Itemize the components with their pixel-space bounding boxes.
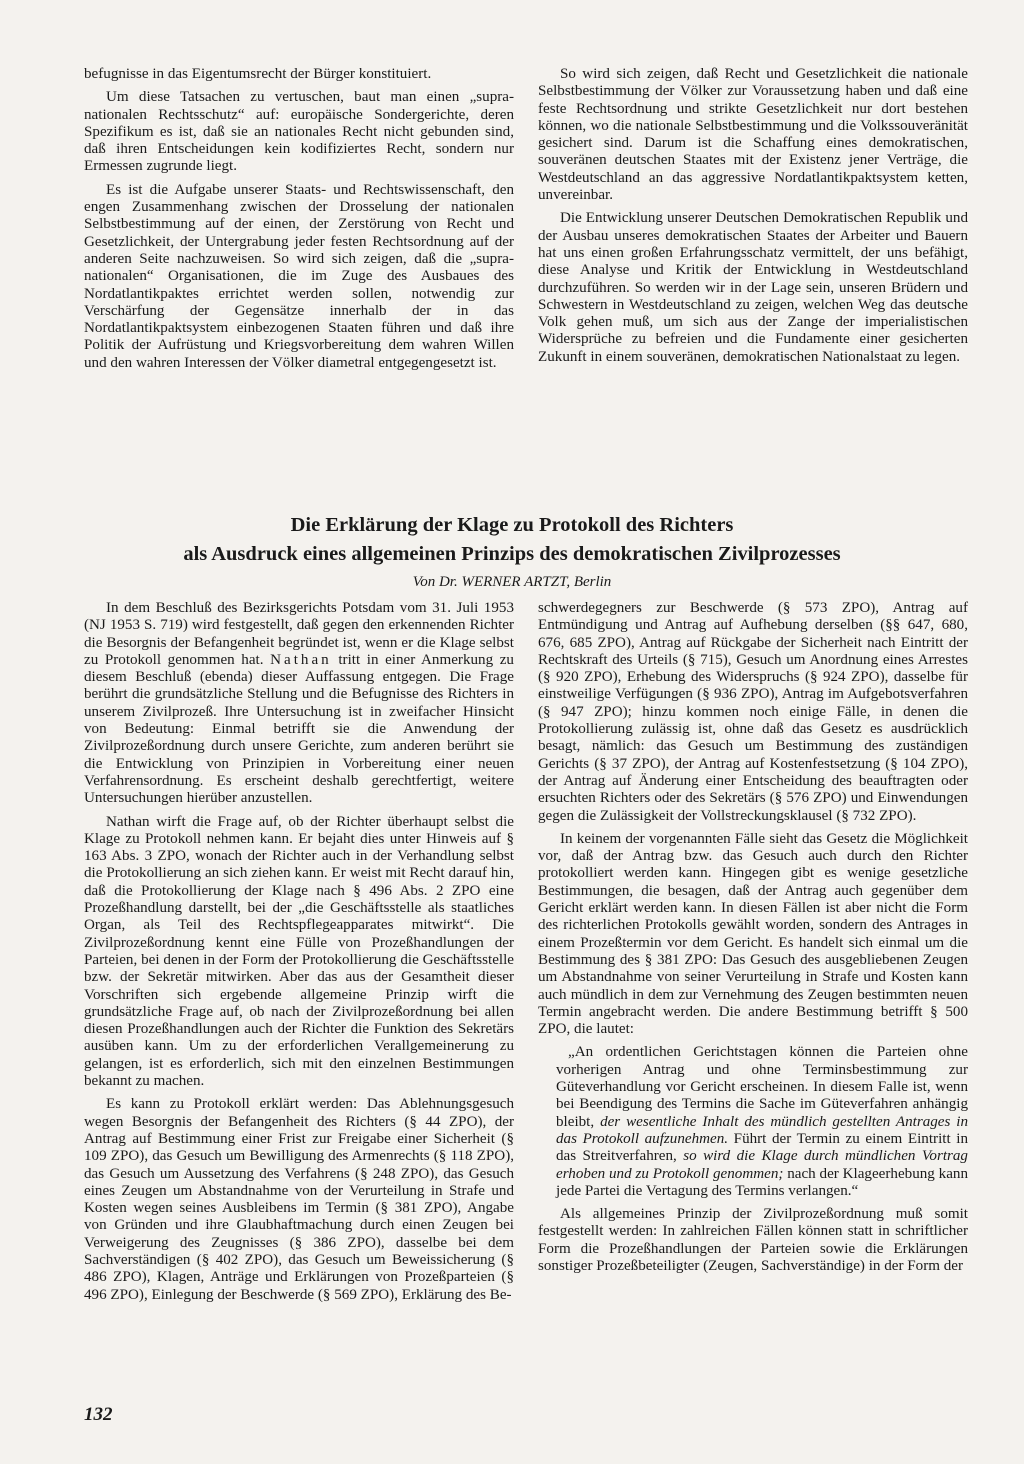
article-title-line-2: als Ausdruck eines allgemeinen Prinzips des demokratischen Zivilprozesses — [183, 543, 841, 565]
top-right-column — [538, 66, 968, 372]
paragraph: Um diese Tatsachen zu vertuschen, baut man einen „supra-nationalen Rechtsschutz“ auf: europäische Sondergerichte, deren Spezifikum es ist, daß sie an nationales Recht nicht gebunden sind, daß ihren Entscheidungen kein kodifiziertes Recht, sondern nur Ermessen zugrunde liegt. — [84, 89, 514, 175]
text-run: tritt in einer Anmerkung zu diesem Beschluß (ebenda) dieser Auffassung entgegen. Die Frage berührt die grundsätzliche Stellung und die Befugnisse des Richters in unserem Zivilprozeß. Ihre Untersuchung ist in zweifacher Hinsicht von Bedeutung: Einmal betrifft sie die Anwendung der Zivilprozeßordnung durch unsere Gerichte, zum anderen berührt sie die Entwicklung von Prinzipien in Vorbereitung einer neuen Verfahrensordnung. Es erscheint deshalb gerechtfertigt, weitere Untersuchungen hierüber anzustellen. — [84, 651, 514, 807]
paragraph: Die Entwicklung unserer Deutschen Demokratischen Republik und der Ausbau unseres demokratischen Staates der Arbeiter und Bauern hat uns einen großen Erfahrungsschatz vermittelt, der uns befähigt, diese Analyse und Kritik der Entwicklung in Westdeutschland durchzuführen. So werden wir in der Lage sein, unseren Brüdern und Schwestern in Westdeutschland zu zeigen, welchen Weg das deutsche Volk gehen muß, um sich aus der Zange der imperialistischen Widersprüche zu befreien und die Fundamente einer gesicherten Zukunft in einem souveränen, demokratischen Nationalstaat zu legen. — [538, 210, 968, 365]
spaced-name: Nathan — [270, 651, 332, 668]
paragraph: Als allgemeines Prinzip der Zivilprozeßordnung muß somit festgestellt werden: In zahlreichen Fällen können statt in schriftlicher Form die Prozeßhandlungen der Parteien sowie die Erklärungen sonstiger Prozeßbeteiligter (Zeugen, Sachverständige) in der Form der — [538, 1206, 968, 1274]
italic-run: der wesentliche Inhalt des mündlich gestellten Antrages in das Protokoll aufzunehmen. — [556, 1113, 969, 1147]
paragraph: Nathan wirft die Frage auf, ob der Richter überhaupt selbst die Klage zu Protokoll nehmen kann. Er bejaht dies unter Hinweis auf § 163 Abs. 3 ZPO, wonach der Richter auch in der Verhandlung selbst die Protokollierung an sich ziehen kann. Er weist mit Recht darauf hin, daß die Protokollierung der Klage nach § 496 Abs. 2 ZPO eine Prozeßhandlung darstellt, bei der „die Geschäftsstelle als staatliches Organ, als Teil des Rechtspflegeapparates mitwirkt“. Die Zivilprozeßordnung kennt eine Fülle von Prozeßhandlungen der Parteien, bei denen in der Form der Protokollierung die Geschäftsstelle bzw. der Sekretär mitwirken. Aber das aus der Gesamtheit dieser Vorschriften sich ergebende allgemeine Prinzip wirft die grundsätzliche Frage auf, ob nach der Zivilprozeßordnung bei allen diesen Prozeßhandlungen auch der Richter die Funktion des Sekretärs ausüben kann. Um zu der erforderlichen Verallgemeinerung zu gelangen, ist es erforderlich, sich mit den einzelnen Bestimmungen bekannt zu machen. — [84, 813, 514, 1090]
paragraph: befugnisse in das Eigentumsrecht der Bürger konstituiert. — [84, 66, 432, 82]
paragraph: schwerdegegners zur Beschwerde (§ 573 ZPO), Antrag auf Entmündigung und Antrag auf Aufhebung derselben (§§ 647, 680, 676, 685 ZPO), Antrag auf Rückgabe der Sicherheit nach Eintritt der Rechtskraft des Urteils (§ 715), Gesuch um Anordnung eines Arrestes (§ 920 ZPO), Erhebung des Widerspruchs (§ 924 ZPO), dasselbe für einstweilige Verfügungen (§ 936 ZPO), Antrag im Aufgebotsverfahren (§ 947 ZPO); hinzu kommen noch einige Fälle, in denen die Protokollierung zulässig ist, ohne daß das Gesetz es ausdrücklich besagt, nämlich: das Gesuch um Bestimmung des zuständigen Gerichts (§ 37 ZPO), der Antrag auf Kostenfestsetzung (§ 104 ZPO), der Antrag auf Änderung einer Entscheidung des beauftragten oder ersuchten Richters oder des Sekretärs (§ 576 ZPO) und Einwendungen gegen die Zulässigkeit der Vollstreckungsklausel (§ 732 ZPO). — [538, 600, 968, 824]
block-quote — [556, 1044, 968, 1200]
text-run: In dem Beschluß des Bezirksgerichts Potsdam vom 31. Juli 1953 (NJ 1953 S. 719) wird festgestellt, daß gegen den erkennenden Richter die Besorgnis der Befangenheit begründet ist, wenn er die Klage selbst zu Protokoll genommen hat. — [84, 600, 514, 668]
text-run: nach der Klageerhebung kann jede Partei die Vertagung des Termins verlangen.“ — [556, 1165, 968, 1199]
top-left-column — [84, 66, 514, 378]
text-run: Führt der Termin zu einem Eintritt in das Streitverfahren, — [556, 1130, 968, 1165]
author-byline: Von Dr. WERNER ARTZT, Berlin — [412, 574, 612, 590]
paragraph: Es kann zu Protokoll erklärt werden: Das Ablehnungsgesuch wegen Besorgnis der Befangenheit des Richters (§ 44 ZPO), der Antrag auf Bestimmung einer Frist zur Freigabe einer Sicherheit (§ 109 ZPO), das Gesuch um Bewilligung des Armenrechts (§ 118 ZPO), das Gesuch um Aussetzung des Verfahrens (§ 248 ZPO), das Gesuch eines Zeugen um Abstandnahme von der Verurteilung in Strafe und Kosten wegen seines Ausbleibens im Termin (§ 381 ZPO), Angabe von Gründen und ihre Glaubhaftmachung durch einen Zeugen bei Verweigerung des Zeugnisses (§ 386 ZPO), dasselbe bei dem Sachverständigen (§ 402 ZPO), das Gesuch um Beweissicherung (§ 486 ZPO), Klagen, Anträge und Erklärungen von Prozeßparteien (§ 496 ZPO), Einlegung der Beschwerde (§ 569 ZPO), Erklärung des Be- — [84, 1096, 514, 1303]
page-number: 132 — [84, 1404, 113, 1425]
article-right-column — [538, 600, 968, 1428]
paragraph: In keinem der vorgenannten Fälle sieht das Gesetz die Möglichkeit vor, daß der Antrag bzw. das Gesuch auch durch den Richter protokolliert werden kann. Hingegen gibt es wenige gesetzliche Bestimmungen, die besagen, daß der Antrag auch gegenüber dem Gericht erklärt werden kann. In diesen Fällen ist aber nicht die Form des richterlichen Protokolls gewählt worden, sondern des Antrages in einem Prozeßtermin vor dem Gericht. Es handelt sich einmal um die Bestimmung des § 381 ZPO: Das Gesuch des ausgebliebenen Zeugen um Abstandnahme von seiner Verurteilung in Strafe und Kosten kann auch mündlich in dem zur Vernehmung des Zeugen bestimmten neuen Termin angebracht werden. Die andere Bestimmung betrifft § 500 ZPO, die lautet: — [538, 830, 968, 1038]
paragraph: So wird sich zeigen, daß Recht und Gesetzlichkeit die nationale Selbstbestimmung der Völker zur Voraussetzung haben und daß eine feste Rechtsordnung und strikte Gesetzlichkeit nur dort bestehen können, wo die nationale Selbstbestimmung und die Volkssouveränität gesichert sind. Darum ist die Schaffung eines demokratischen, souveränen deutschen Staates mit der Existenz jener Verträge, die Westdeutschland an das aggressive Nordatlantikpaktsystem ketten, unvereinbar. — [538, 66, 968, 204]
paragraph — [84, 600, 514, 808]
article-left-column — [84, 600, 514, 1428]
italic-run: so wird die Klage durch mündlichen Vortrag erhoben und zu Protokoll genommen; — [556, 1148, 968, 1182]
text-run: „An ordentlichen Gerichtstagen können die Parteien ohne vorherigen Antrag und ohne Terminsbestimmung zur Güteverhandlung vor Gericht erscheinen. In diesem Falle ist, wenn bei Beendigung des Termins die Sache im Güteverfahren anhängig bleibt, — [556, 1044, 968, 1130]
article-title-line-1: Die Erklärung der Klage zu Protokoll des Richters — [290, 514, 734, 536]
paragraph: Es ist die Aufgabe unserer Staats- und Rechtswissenschaft, den engen Zusammenhang zwischen der Drosselung der nationalen Selbstbestimmung auf der einen, der Zerstörung von Recht und Gesetzlichkeit, der Untergrabung jeder festen Rechtsordnung auf der anderen Seite nachzuweisen. So wird sich zeigen, daß die „supra-nationalen“ Organisationen, die im Zuge des Ausbaues des Nordatlantikpaktes errichtet werden sollen, notwendig zur Verschärfung der Gegensätze innerhalb der in das Nordatlantikpaktsystem einbezogenen Staaten führen und daß ihre Politik der Aufrüstung und Kriegsvorbereitung dem wahren Willen und den wahren Interessen der Völker diametral entgegengesetzt ist. — [84, 181, 514, 371]
